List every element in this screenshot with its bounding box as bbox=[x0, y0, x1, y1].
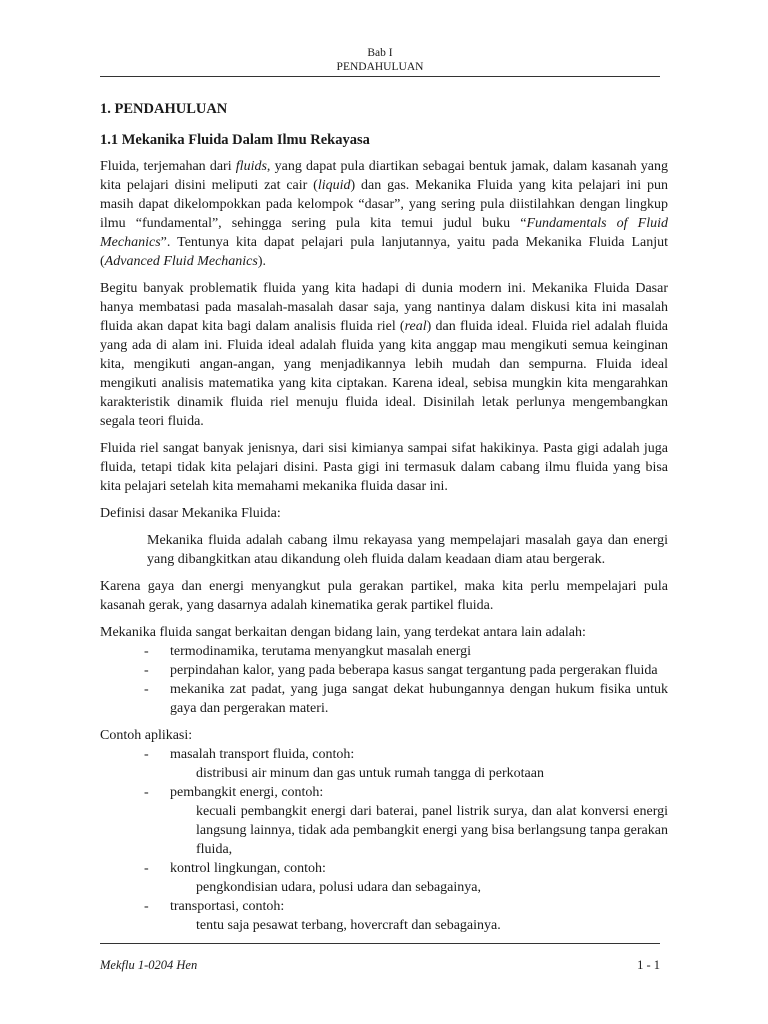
application-example: kecuali pembangkit energi dari baterai, panel listrik surya, dan alat konversi energi langsung lainnya, tidak ada pembangkit energi yang bisa berlangsung tanpa gerakan fluida, bbox=[196, 804, 668, 857]
list-item bbox=[144, 661, 668, 680]
p1-text-2: , yang dapat pula diartikan sebagai bentuk jamak, dalam kasanah yang kita pelajari disini meliputi zat cair ( bbox=[100, 159, 668, 193]
application-title: kontrol lingkungan, contoh: bbox=[170, 861, 326, 876]
header-title: PENDAHULUAN bbox=[336, 61, 424, 73]
list-item bbox=[144, 897, 668, 916]
p1-italic-fluids: fluids bbox=[235, 159, 267, 174]
p1-italic-advanced: Advanced Fluid Mechanics bbox=[104, 254, 258, 269]
p2-text-2: ) dan fluida ideal. Fluida riel adalah fluida yang ada di alam ini. Fluida ideal adalah fluida yang kita anggap mau mengikuti semua keinginan kita, mengikuti angan-angan, yang menjadikannya lebih mudah dan sempurna. Fluida ideal mengikuti analisis matematika yang kita ciptakan. Karena ideal, sebisa mungkin kita mengarahkan karakteristik dinamik fluida riel menuju fluida ideal. Disinilah letak perlunya mengembangkan segala teori fluida. bbox=[100, 319, 669, 429]
dash-bullet: - bbox=[144, 663, 149, 678]
paragraph-5: Karena gaya dan energi menyangkut pula gerakan partikel, maka kita perlu mempelajari pula kasanah gerak, yang dasarnya adalah kinematika gerak partikel fluida. bbox=[100, 579, 668, 613]
paragraph-2 bbox=[100, 279, 668, 431]
list-item bbox=[144, 642, 668, 661]
dash-bullet: - bbox=[144, 899, 149, 914]
application-title: transportasi, contoh: bbox=[170, 899, 285, 914]
page-number: 1 - 1 bbox=[637, 958, 660, 972]
p2-text-1: Begitu banyak problematik fluida yang kita hadapi di dunia modern ini. Mekanika Fluida Dasar hanya membatasi pada masalah-masalah dasar saja, yang nantinya dalam diskusi kita ini masalah fluida akan dapat kita bagi dalam analisis fluida riel ( bbox=[100, 281, 668, 334]
list-item bbox=[144, 680, 668, 718]
application-example: tentu saja pesawat terbang, hovercraft dan sebagainya. bbox=[196, 918, 501, 933]
related-intro: Mekanika fluida sangat berkaitan dengan bidang lain, yang terdekat antara lain adalah: bbox=[100, 625, 586, 640]
section-heading: 1.1 Mekanika Fluida Dalam Ilmu Rekayasa bbox=[100, 132, 370, 148]
list-item-text: mekanika zat padat, yang juga sangat dekat hubungannya dengan hukum fisika untuk gaya dan pergerakan materi. bbox=[170, 682, 668, 716]
p1-text-4: ”. Tentunya kita dapat pelajari pula lanjutannya, yaitu pada Mekanika Fluida Lanjut ( bbox=[100, 235, 668, 269]
applications-section bbox=[100, 726, 668, 935]
footer-divider bbox=[100, 943, 660, 944]
dash-bullet: - bbox=[144, 747, 149, 762]
page-body bbox=[100, 100, 668, 935]
dash-bullet: - bbox=[144, 682, 149, 697]
dash-bullet: - bbox=[144, 785, 149, 800]
application-title: masalah transport fluida, contoh: bbox=[170, 747, 355, 762]
chapter-heading: 1. PENDAHULUAN bbox=[100, 101, 228, 117]
p1-text-1: Fluida, terjemahan dari bbox=[100, 159, 236, 174]
list-item-text: perpindahan kalor, yang pada beberapa kasus sangat tergantung pada pergerakan fluida bbox=[170, 663, 658, 678]
application-example: distribusi air minum dan gas untuk rumah tangga di perkotaan bbox=[196, 766, 544, 781]
p1-italic-book-title: Fundamentals of Fluid Mechanics bbox=[100, 216, 669, 250]
p1-text-3: ) dan gas. Mekanika Fluida yang kita pelajari ini pun masih dapat dikelompokkan pada kelompok “dasar”, yang sering pula diistilahkan dengan lingkup ilmu “fundamental”, sehingga sering pula kita temui judul buku “ bbox=[100, 178, 668, 231]
paragraph-1 bbox=[100, 157, 668, 271]
p1-italic-liquid: liquid bbox=[317, 178, 351, 193]
application-title: pembangkit energi, contoh: bbox=[170, 785, 324, 800]
p2-italic-real: real bbox=[404, 319, 427, 334]
related-fields bbox=[100, 623, 668, 718]
dash-bullet: - bbox=[144, 644, 149, 659]
footer-doc-code: Mekflu 1-0204 Hen bbox=[100, 958, 198, 972]
header-divider bbox=[100, 76, 660, 77]
definition-block: Mekanika fluida adalah cabang ilmu rekayasa yang mempelajari masalah gaya dan energi yang dibangkitkan atau dikandung oleh fluida dalam keadaan diam atau bergerak. bbox=[147, 533, 668, 567]
list-item bbox=[144, 745, 668, 764]
application-example: pengkondisian udara, polusi udara dan sebagainya, bbox=[196, 880, 481, 895]
dash-bullet: - bbox=[144, 861, 149, 876]
list-item-text: termodinamika, terutama menyangkut masalah energi bbox=[170, 644, 472, 659]
paragraph-4: Definisi dasar Mekanika Fluida: bbox=[100, 506, 281, 521]
list-item bbox=[144, 783, 668, 802]
list-item bbox=[144, 859, 668, 878]
header-chapter: Bab I bbox=[367, 47, 393, 59]
applications-title: Contoh aplikasi: bbox=[100, 728, 193, 743]
p1-text-5: ). bbox=[257, 254, 267, 269]
paragraph-3: Fluida riel sangat banyak jenisnya, dari sisi kimianya sampai sifat hakikinya. Pasta gigi adalah juga fluida, tetapi tidak kita pelajari disini. Pasta gigi ini termasuk dalam cabang ilmu fluida yang bisa kita pelajari setelah kita memahami mekanika fluida dasar ini. bbox=[100, 441, 668, 494]
